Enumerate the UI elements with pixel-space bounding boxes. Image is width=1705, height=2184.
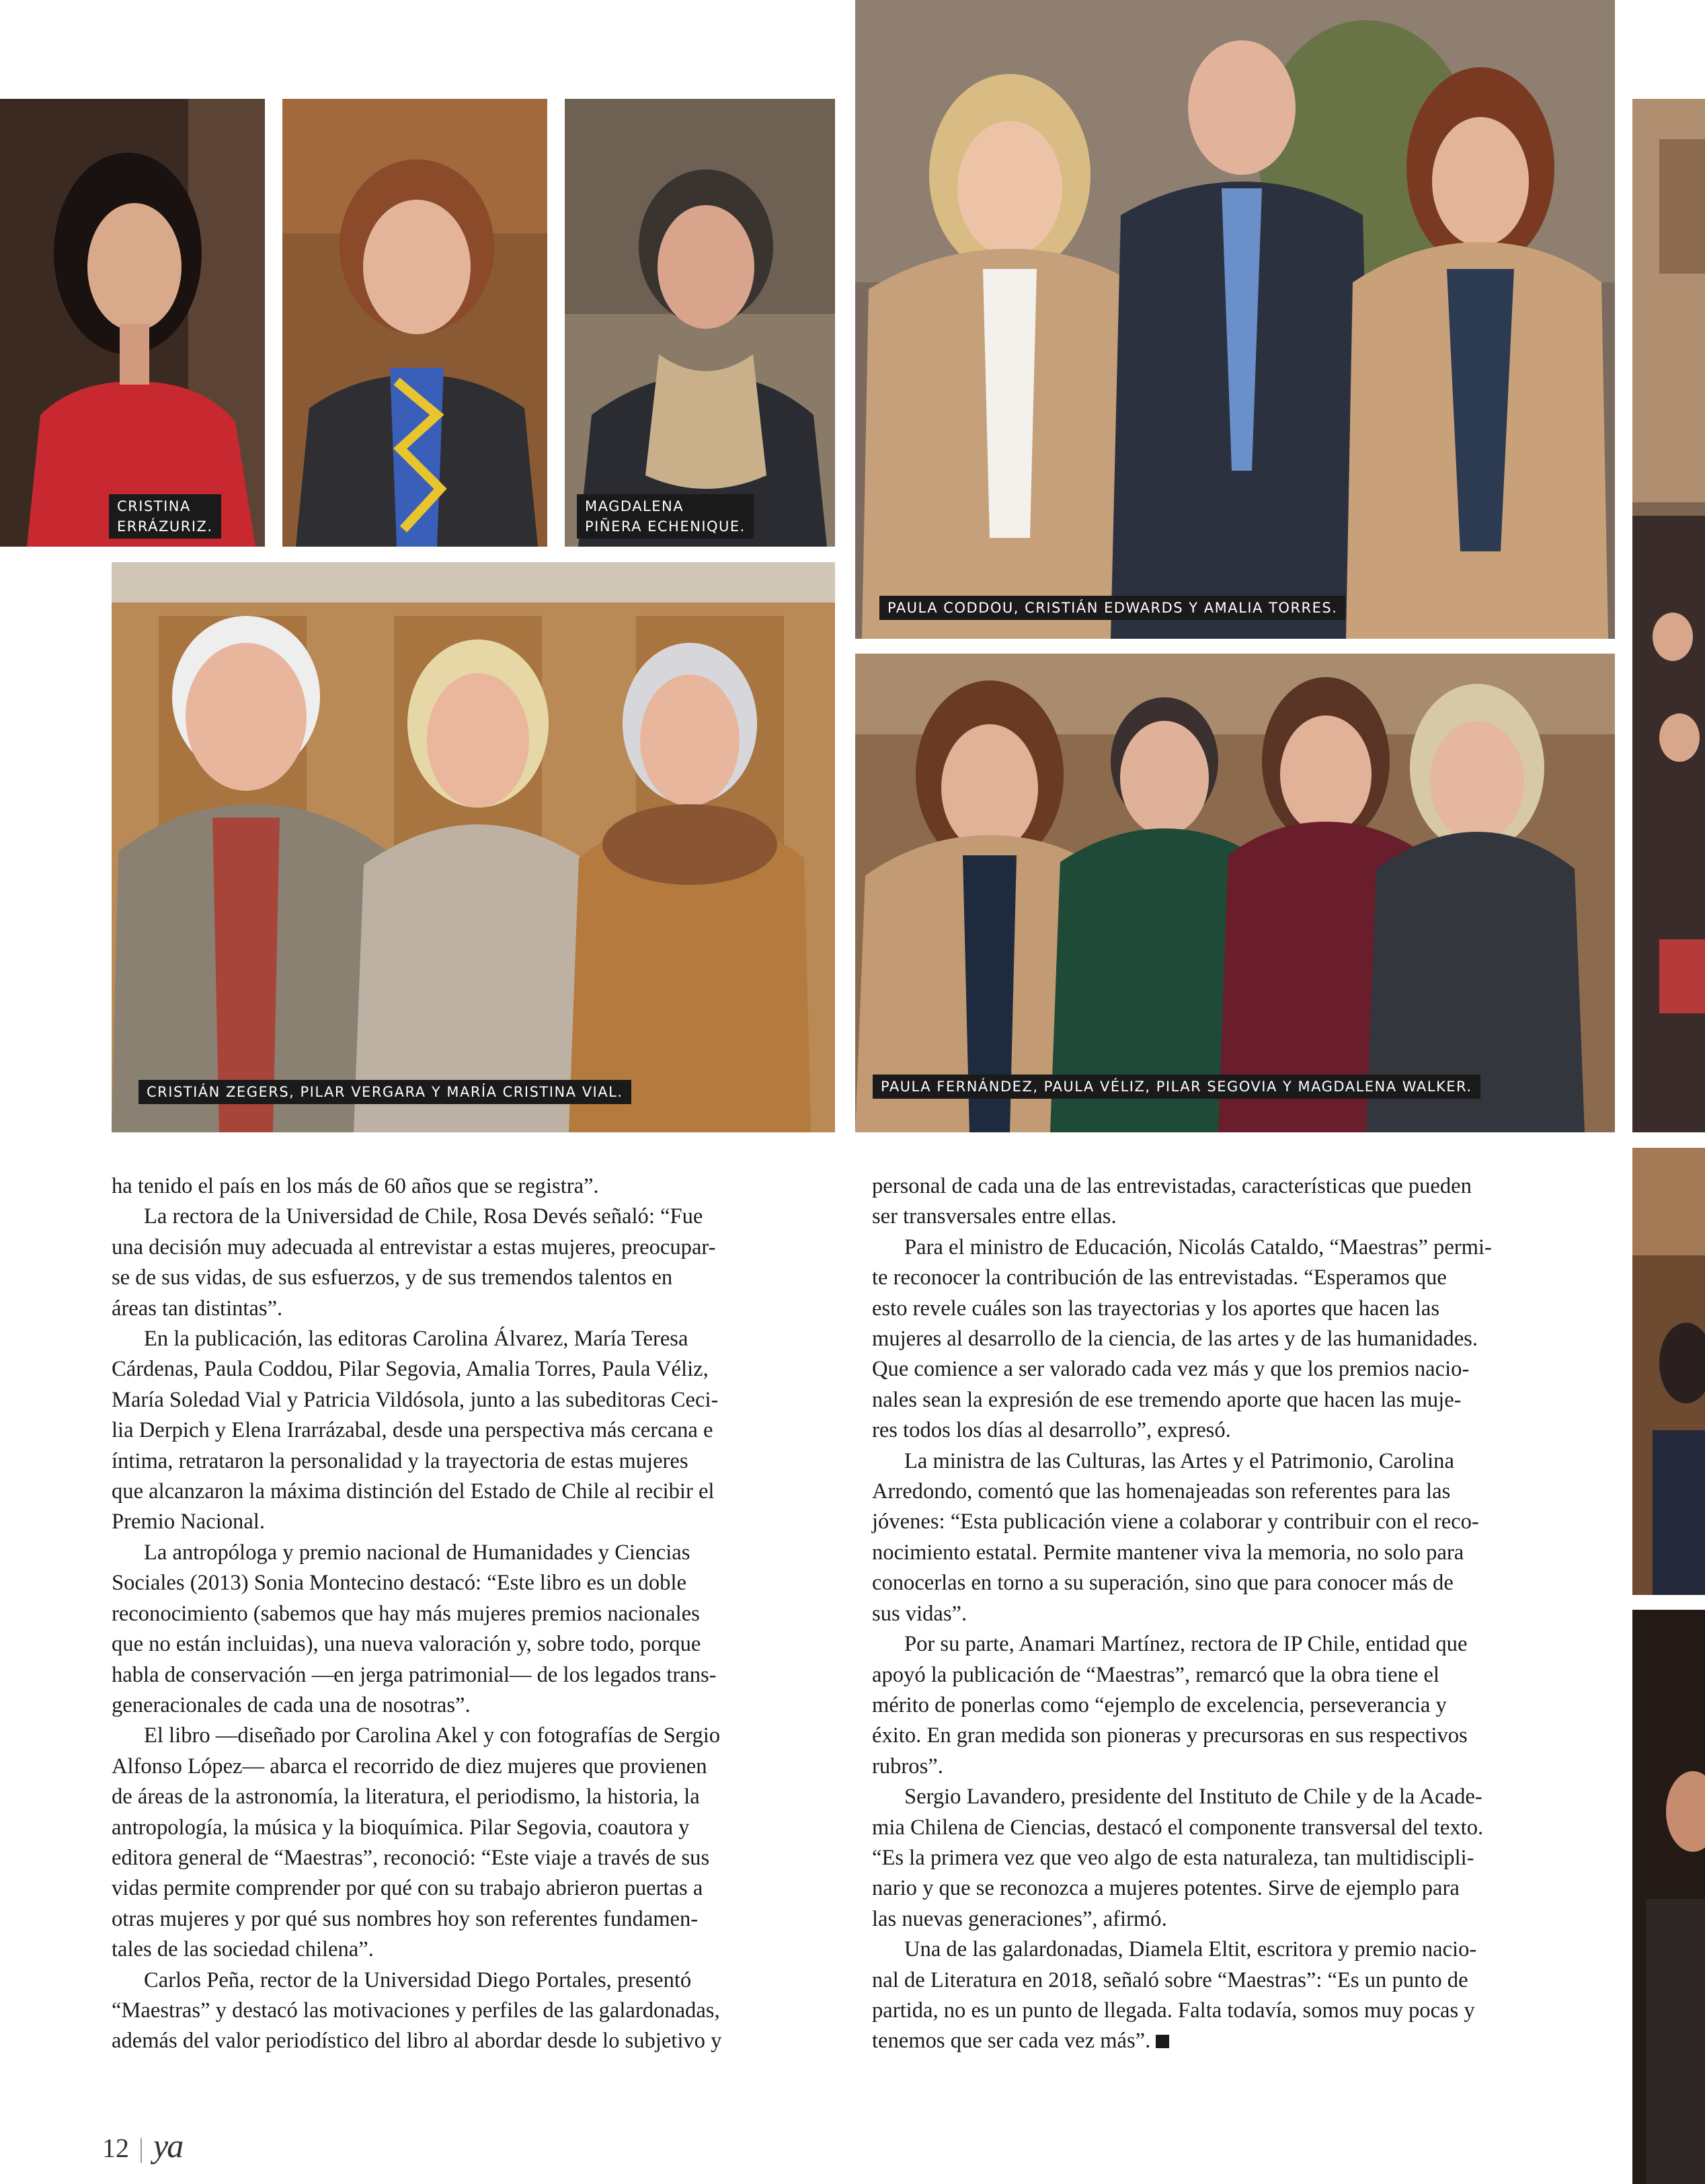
paragraph: ha tenido el país en los más de 60 años que se registra”. (112, 1174, 599, 1198)
paragraph: En la publicación, las editoras Carolina Álvarez, María Teresa Cárdenas, Paula Coddou, Pilar Segovia, Amalia Torres, Paula Véliz, María Soledad Vial y Patricia Vildósola, junto a las subeditoras Ceci- lia Derpich y Elena Irarrázabal, desde una perspectiva más cercana e íntima, retrataron la personalidad y la trayectoria de estas mujeres que alcanzaron la máxima distinción del Estado de Chile al recibir el Premio Nacional. (112, 1327, 719, 1534)
photo-caption: PAULA FERNÁNDEZ, PAULA VÉLIZ, PILAR SEGOVIA Y MAGDALENA WALKER. (873, 1075, 1480, 1099)
paragraph: Por su parte, Anamari Martínez, rectora de IP Chile, entidad que apoyó la publicación de “Maestras”, remarcó que la obra tiene el mérito de ponerlas como “ejemplo de excelencia, perseverancia y éxito. En gran medida son pioneras y precursoras en sus respectivos rubros”. (872, 1632, 1468, 1779)
paragraph: La rectora de la Universidad de Chile, Rosa Devés señaló: “Fue una decisión muy adecuada al entrevistar a estas mujeres, preocupar- se de sus vidas, de sus esfuerzos, y de sus tremendos talentos en áreas tan distintas”. (112, 1204, 716, 1321)
paragraph: La antropóloga y premio nacional de Humanidades y Ciencias Sociales (2013) Sonia Montecino destacó: “Este libro es un doble reconocimiento (sabemos que hay más mujeres premios nacionales que no están incluidas), una nueva valoración y, sobre todo, porque habla de conservación —en jerga patrimonial— de los legados trans- generacionales de cada una de nosotras”. (112, 1540, 717, 1717)
paragraph: Una de las galardonadas, Diamela Eltit, escritora y premio nacio- nal de Literatura en 2018, señaló sobre “Maestras”: “Es un punto de partida, no es un punto de llegada. Falta todavía, somos muy pocas y tenemos que ser cada vez más”. (872, 1937, 1477, 2054)
photo-caption: PAULA CODDOU, CRISTIÁN EDWARDS Y AMALIA TORRES. (879, 596, 1345, 620)
end-of-article-mark (1156, 2035, 1169, 2048)
photo-caption: CRISTIÁN ZEGERS, PILAR VERGARA Y MARÍA CRISTINA VIAL. (138, 1080, 631, 1104)
photo-cristina-errazuriz (0, 99, 265, 547)
photo-edge-bottom (1632, 1610, 1705, 2184)
footer-separator: | (138, 2133, 145, 2163)
paragraph: personal de cada una de las entrevistadas, características que pueden ser transversales entre ellas. (872, 1174, 1472, 1229)
paragraph: Para el ministro de Educación, Nicolás Cataldo, “Maestras” permi- te reconocer la contribución de las entrevistadas. “Esperamos que esto revele cuáles son las trayectorias y los aportes que hacen las mujeres al desarrollo de la ciencia, de las artes y de las humanidades. Que comience a ser valorado cada vez más y que los premios nacio- nales sean la expresión de ese tremendo aporte que hacen las muje- res todos los días al desarrollo”, expresó. (872, 1235, 1492, 1443)
photo-caption: MAGDALENA PIÑERA ECHENIQUE. (577, 494, 754, 539)
paragraph: La ministra de las Culturas, las Artes y el Patrimonio, Carolina Arredondo, comentó que las homenajeadas son referentes para las jóvenes: “Esta publicación viene a colaborar y contribuir con el reco- nocimiento estatal. Permite mantener viva la memoria, no solo para conocerlas en torno a su superación, sino que para conocer más de sus vidas”. (872, 1448, 1479, 1626)
page-number: 12 (102, 2133, 129, 2163)
photo-fernandez-veliz-segovia-walker (855, 654, 1615, 1132)
photo-zegers-vergara-vial (112, 562, 835, 1132)
page-footer (102, 2126, 182, 2165)
paragraph: Carlos Peña, rector de la Universidad Diego Portales, presentó “Maestras” y destacó las motivaciones y perfiles de las galardonadas, además del valor periodístico del libro al abordar desde lo subjetivo y (112, 1967, 722, 2054)
photo-edge-top (1632, 99, 1705, 1132)
magazine-logo: ya (153, 2127, 183, 2164)
article-left-column (112, 1171, 835, 2057)
photo-magdalena-pinera (565, 99, 835, 547)
photo-caption: CRISTINA ERRÁZURIZ. (109, 494, 221, 539)
photo-maria-teresa-ruiz (282, 99, 547, 547)
paragraph: Sergio Lavandero, presidente del Instituto de Chile y de la Acade- mia Chilena de Ciencias, destacó el componente transversal del texto. “Es la primera vez que veo algo de esta naturaleza, tan multidiscipli- nario y que se reconozca a mujeres potentes. Sirve de ejemplo para las nuevas generaciones”, afirmó. (872, 1785, 1484, 1931)
photo-coddou-edwards-torres (855, 0, 1615, 639)
photo-edge-middle (1632, 1148, 1705, 1595)
paragraph: El libro —diseñado por Carolina Akel y con fotografías de Sergio Alfonso López— abarca el recorrido de diez mujeres que provienen de áreas de la astronomía, la literatura, el periodismo, la historia, la antropología, la música y la bioquímica. Pilar Segovia, coautora y editora general de “Maestras”, reconoció: “Este viaje a través de sus vidas permite comprender por qué con su trabajo abrieron puertas a otras mujeres y por qué sus nombres hoy son referentes fundamen- tales de las sociedad chilena”. (112, 1723, 721, 1962)
article-right-column (872, 1171, 1615, 2057)
